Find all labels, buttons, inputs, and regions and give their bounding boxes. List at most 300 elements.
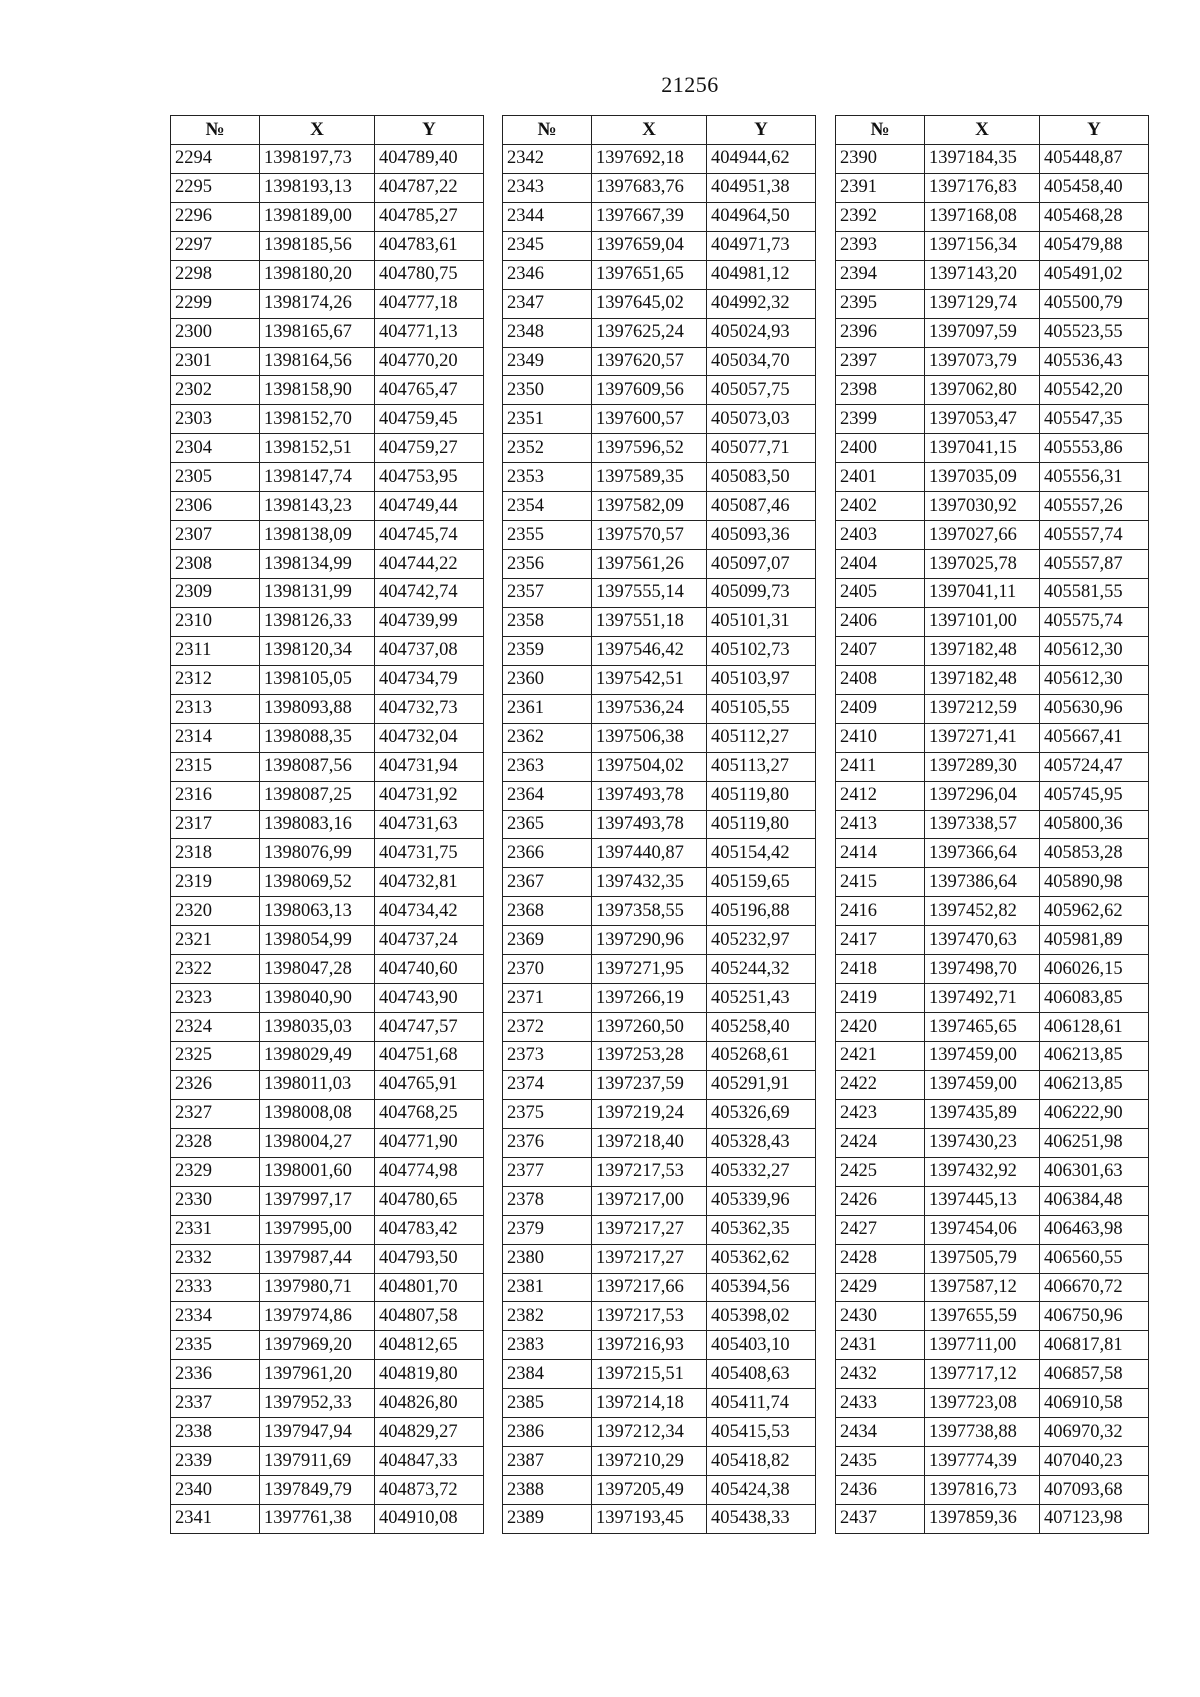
point-number-cell: 2355 — [503, 521, 592, 550]
y-coordinate-cell: 405332,27 — [707, 1157, 816, 1186]
point-number-cell: 2314 — [171, 723, 260, 752]
x-coordinate-cell: 1398120,34 — [260, 636, 375, 665]
y-coordinate-cell: 404789,40 — [375, 144, 484, 173]
x-coordinate-cell: 1397041,15 — [925, 434, 1040, 463]
table-row — [503, 1099, 816, 1128]
point-number-cell: 2367 — [503, 868, 592, 897]
table-row — [836, 376, 1149, 405]
point-number-cell: 2341 — [171, 1505, 260, 1534]
point-number-cell: 2434 — [836, 1418, 925, 1447]
x-coordinate-cell: 1397465,65 — [925, 1013, 1040, 1042]
table-row — [836, 955, 1149, 984]
x-coordinate-cell: 1398054,99 — [260, 926, 375, 955]
table-row — [836, 1389, 1149, 1418]
point-number-cell: 2387 — [503, 1447, 592, 1476]
point-number-cell: 2365 — [503, 810, 592, 839]
y-coordinate-cell: 406970,32 — [1040, 1418, 1149, 1447]
table-row — [503, 1505, 816, 1534]
table-row — [503, 897, 816, 926]
y-coordinate-cell: 405101,31 — [707, 607, 816, 636]
point-number-cell: 2380 — [503, 1244, 592, 1273]
x-coordinate-cell: 1397435,89 — [925, 1099, 1040, 1128]
table-row — [171, 723, 484, 752]
x-coordinate-cell: 1397030,92 — [925, 492, 1040, 521]
y-coordinate-cell: 404910,08 — [375, 1505, 484, 1534]
table-row — [171, 231, 484, 260]
x-coordinate-cell: 1397459,00 — [925, 1070, 1040, 1099]
point-number-cell: 2304 — [171, 434, 260, 463]
x-coordinate-cell: 1397651,65 — [592, 260, 707, 289]
x-coordinate-cell: 1398143,23 — [260, 492, 375, 521]
x-coordinate-cell: 1397217,53 — [592, 1302, 707, 1331]
table-row — [836, 897, 1149, 926]
x-coordinate-cell: 1397492,71 — [925, 984, 1040, 1013]
y-coordinate-cell: 405102,73 — [707, 636, 816, 665]
y-coordinate-cell: 405500,79 — [1040, 289, 1149, 318]
y-coordinate-cell: 405093,36 — [707, 521, 816, 550]
x-coordinate-cell: 1398152,51 — [260, 434, 375, 463]
point-number-cell: 2323 — [171, 984, 260, 1013]
x-coordinate-cell: 1397506,38 — [592, 723, 707, 752]
point-number-cell: 2344 — [503, 202, 592, 231]
point-number-cell: 2320 — [171, 897, 260, 926]
x-coordinate-cell: 1397432,92 — [925, 1157, 1040, 1186]
table-row — [503, 810, 816, 839]
y-coordinate-cell: 405479,88 — [1040, 231, 1149, 260]
table-row — [171, 1042, 484, 1071]
x-coordinate-cell: 1397053,47 — [925, 405, 1040, 434]
y-coordinate-cell: 404787,22 — [375, 173, 484, 202]
y-coordinate-cell: 404747,57 — [375, 1013, 484, 1042]
point-number-cell: 2395 — [836, 289, 925, 318]
point-number-cell: 2413 — [836, 810, 925, 839]
table-row — [503, 347, 816, 376]
y-coordinate-cell: 405083,50 — [707, 463, 816, 492]
x-coordinate-cell: 1397816,73 — [925, 1476, 1040, 1505]
point-number-cell: 2361 — [503, 694, 592, 723]
y-coordinate-cell: 404771,90 — [375, 1128, 484, 1157]
y-coordinate-cell: 404731,92 — [375, 781, 484, 810]
y-coordinate-cell: 405268,61 — [707, 1042, 816, 1071]
y-coordinate-cell: 405557,87 — [1040, 550, 1149, 579]
x-coordinate-cell: 1398164,56 — [260, 347, 375, 376]
table-row — [171, 463, 484, 492]
table-row — [503, 1389, 816, 1418]
point-number-cell: 2398 — [836, 376, 925, 405]
y-coordinate-cell: 405418,82 — [707, 1447, 816, 1476]
x-coordinate-cell: 1397253,28 — [592, 1042, 707, 1071]
point-number-cell: 2428 — [836, 1244, 925, 1273]
y-coordinate-cell: 404734,42 — [375, 897, 484, 926]
x-coordinate-cell: 1397035,09 — [925, 463, 1040, 492]
x-coordinate-cell: 1397609,56 — [592, 376, 707, 405]
y-coordinate-cell: 405103,97 — [707, 665, 816, 694]
point-number-cell: 2313 — [171, 694, 260, 723]
y-coordinate-cell: 404793,50 — [375, 1244, 484, 1273]
y-coordinate-cell: 405154,42 — [707, 839, 816, 868]
table-row — [836, 839, 1149, 868]
table-row — [171, 1215, 484, 1244]
point-number-cell: 2338 — [171, 1418, 260, 1447]
y-coordinate-cell: 404992,32 — [707, 289, 816, 318]
x-coordinate-cell: 1397219,24 — [592, 1099, 707, 1128]
y-coordinate-cell: 404745,74 — [375, 521, 484, 550]
y-coordinate-cell: 405196,88 — [707, 897, 816, 926]
table-row — [171, 1186, 484, 1215]
y-coordinate-cell: 404759,27 — [375, 434, 484, 463]
point-number-cell: 2350 — [503, 376, 592, 405]
table-row — [503, 984, 816, 1013]
point-number-cell: 2306 — [171, 492, 260, 521]
point-number-cell: 2423 — [836, 1099, 925, 1128]
point-number-cell: 2325 — [171, 1042, 260, 1071]
table-row — [503, 1013, 816, 1042]
table-row — [171, 492, 484, 521]
x-coordinate-cell: 1397625,24 — [592, 318, 707, 347]
table-row — [171, 434, 484, 463]
point-number-cell: 2404 — [836, 550, 925, 579]
x-coordinate-cell: 1397445,13 — [925, 1186, 1040, 1215]
table-row — [171, 810, 484, 839]
point-number-cell: 2378 — [503, 1186, 592, 1215]
table-row — [171, 1389, 484, 1418]
table-row — [836, 1157, 1149, 1186]
point-number-cell: 2373 — [503, 1042, 592, 1071]
point-number-cell: 2411 — [836, 752, 925, 781]
y-coordinate-cell: 404826,80 — [375, 1389, 484, 1418]
x-coordinate-cell: 1398174,26 — [260, 289, 375, 318]
point-number-cell: 2403 — [836, 521, 925, 550]
point-number-cell: 2330 — [171, 1186, 260, 1215]
table-row — [171, 318, 484, 347]
table-row — [836, 318, 1149, 347]
x-coordinate-cell: 1398040,90 — [260, 984, 375, 1013]
y-coordinate-cell: 404732,04 — [375, 723, 484, 752]
y-coordinate-cell: 404807,58 — [375, 1302, 484, 1331]
x-coordinate-cell: 1397217,53 — [592, 1157, 707, 1186]
y-coordinate-cell: 404734,79 — [375, 665, 484, 694]
point-number-cell: 2356 — [503, 550, 592, 579]
table-row — [503, 1331, 816, 1360]
table-row — [503, 376, 816, 405]
point-number-cell: 2388 — [503, 1476, 592, 1505]
x-coordinate-cell: 1397338,57 — [925, 810, 1040, 839]
table-row — [171, 665, 484, 694]
table-row — [836, 1128, 1149, 1157]
y-coordinate-cell: 405339,96 — [707, 1186, 816, 1215]
y-coordinate-cell: 406026,15 — [1040, 955, 1149, 984]
column-header-y: Y — [707, 116, 816, 145]
x-coordinate-cell: 1397655,59 — [925, 1302, 1040, 1331]
point-number-cell: 2302 — [171, 376, 260, 405]
page-number: 21256 — [661, 72, 719, 97]
x-coordinate-cell: 1398134,99 — [260, 550, 375, 579]
table-row — [171, 1099, 484, 1128]
y-coordinate-cell: 405408,63 — [707, 1360, 816, 1389]
x-coordinate-cell: 1397470,63 — [925, 926, 1040, 955]
y-coordinate-cell: 405448,87 — [1040, 144, 1149, 173]
point-number-cell: 2369 — [503, 926, 592, 955]
y-coordinate-cell: 406083,85 — [1040, 984, 1149, 1013]
x-coordinate-cell: 1397551,18 — [592, 607, 707, 636]
y-coordinate-cell: 405057,75 — [707, 376, 816, 405]
table-row — [503, 1302, 816, 1331]
column-header-y: Y — [1040, 116, 1149, 145]
table-row — [836, 1099, 1149, 1128]
table-row — [836, 289, 1149, 318]
point-number-cell: 2363 — [503, 752, 592, 781]
y-coordinate-cell: 404981,12 — [707, 260, 816, 289]
y-coordinate-cell: 406817,81 — [1040, 1331, 1149, 1360]
point-number-cell: 2401 — [836, 463, 925, 492]
y-coordinate-cell: 405328,43 — [707, 1128, 816, 1157]
column-header-number: № — [836, 116, 925, 145]
point-number-cell: 2385 — [503, 1389, 592, 1418]
x-coordinate-cell: 1398180,20 — [260, 260, 375, 289]
table-row — [171, 1302, 484, 1331]
x-coordinate-cell: 1397859,36 — [925, 1505, 1040, 1534]
point-number-cell: 2416 — [836, 897, 925, 926]
table-row — [503, 839, 816, 868]
point-number-cell: 2394 — [836, 260, 925, 289]
y-coordinate-cell: 404873,72 — [375, 1476, 484, 1505]
x-coordinate-cell: 1397073,79 — [925, 347, 1040, 376]
y-coordinate-cell: 404731,63 — [375, 810, 484, 839]
y-coordinate-cell: 404751,68 — [375, 1042, 484, 1071]
point-number-cell: 2399 — [836, 405, 925, 434]
table-row — [836, 636, 1149, 665]
x-coordinate-cell: 1398138,09 — [260, 521, 375, 550]
y-coordinate-cell: 404783,61 — [375, 231, 484, 260]
table-row — [503, 521, 816, 550]
point-number-cell: 2425 — [836, 1157, 925, 1186]
point-number-cell: 2379 — [503, 1215, 592, 1244]
x-coordinate-cell: 1397358,55 — [592, 897, 707, 926]
point-number-cell: 2354 — [503, 492, 592, 521]
table-row — [836, 1070, 1149, 1099]
y-coordinate-cell: 404737,24 — [375, 926, 484, 955]
table-row — [503, 1360, 816, 1389]
x-coordinate-cell: 1397386,64 — [925, 868, 1040, 897]
table-row — [171, 752, 484, 781]
point-number-cell: 2431 — [836, 1331, 925, 1360]
table-row — [836, 202, 1149, 231]
table-row — [171, 636, 484, 665]
x-coordinate-cell: 1397217,27 — [592, 1244, 707, 1273]
point-number-cell: 2316 — [171, 781, 260, 810]
x-coordinate-cell: 1397997,17 — [260, 1186, 375, 1215]
x-coordinate-cell: 1398126,33 — [260, 607, 375, 636]
x-coordinate-cell: 1397168,08 — [925, 202, 1040, 231]
table-row — [836, 752, 1149, 781]
point-number-cell: 2370 — [503, 955, 592, 984]
table-row — [171, 984, 484, 1013]
y-coordinate-cell: 404739,99 — [375, 607, 484, 636]
column-header-number: № — [171, 116, 260, 145]
table-row — [836, 231, 1149, 260]
table-row — [171, 781, 484, 810]
table-row — [503, 231, 816, 260]
x-coordinate-cell: 1397193,45 — [592, 1505, 707, 1534]
y-coordinate-cell: 405232,97 — [707, 926, 816, 955]
point-number-cell: 2311 — [171, 636, 260, 665]
y-coordinate-cell: 405667,41 — [1040, 723, 1149, 752]
point-number-cell: 2300 — [171, 318, 260, 347]
point-number-cell: 2307 — [171, 521, 260, 550]
point-number-cell: 2366 — [503, 839, 592, 868]
x-coordinate-cell: 1397454,06 — [925, 1215, 1040, 1244]
y-coordinate-cell: 404737,08 — [375, 636, 484, 665]
y-coordinate-cell: 404765,91 — [375, 1070, 484, 1099]
y-coordinate-cell: 405244,32 — [707, 955, 816, 984]
x-coordinate-cell: 1397947,94 — [260, 1418, 375, 1447]
table-row — [836, 1418, 1149, 1447]
y-coordinate-cell: 405553,86 — [1040, 434, 1149, 463]
table-row — [836, 665, 1149, 694]
y-coordinate-cell: 405159,65 — [707, 868, 816, 897]
y-coordinate-cell: 405112,27 — [707, 723, 816, 752]
y-coordinate-cell: 405630,96 — [1040, 694, 1149, 723]
table-row — [836, 550, 1149, 579]
point-number-cell: 2376 — [503, 1128, 592, 1157]
column-header-x: X — [260, 116, 375, 145]
point-number-cell: 2362 — [503, 723, 592, 752]
x-coordinate-cell: 1398189,00 — [260, 202, 375, 231]
x-coordinate-cell: 1397570,57 — [592, 521, 707, 550]
point-number-cell: 2340 — [171, 1476, 260, 1505]
x-coordinate-cell: 1397217,66 — [592, 1273, 707, 1302]
table-row — [171, 1273, 484, 1302]
point-number-cell: 2345 — [503, 231, 592, 260]
table-row — [503, 579, 816, 608]
x-coordinate-cell: 1397493,78 — [592, 781, 707, 810]
x-coordinate-cell: 1397667,39 — [592, 202, 707, 231]
point-number-cell: 2349 — [503, 347, 592, 376]
y-coordinate-cell: 404819,80 — [375, 1360, 484, 1389]
x-coordinate-cell: 1397980,71 — [260, 1273, 375, 1302]
y-coordinate-cell: 406128,61 — [1040, 1013, 1149, 1042]
table-row — [503, 1447, 816, 1476]
x-coordinate-cell: 1398105,05 — [260, 665, 375, 694]
x-coordinate-cell: 1397101,00 — [925, 607, 1040, 636]
y-coordinate-cell: 404765,47 — [375, 376, 484, 405]
x-coordinate-cell: 1397062,80 — [925, 376, 1040, 405]
x-coordinate-cell: 1398004,27 — [260, 1128, 375, 1157]
y-coordinate-cell: 406213,85 — [1040, 1070, 1149, 1099]
table-row — [171, 1447, 484, 1476]
x-coordinate-cell: 1397129,74 — [925, 289, 1040, 318]
table-row — [171, 1505, 484, 1534]
x-coordinate-cell: 1397143,20 — [925, 260, 1040, 289]
point-number-cell: 2322 — [171, 955, 260, 984]
x-coordinate-cell: 1398083,16 — [260, 810, 375, 839]
y-coordinate-cell: 404732,81 — [375, 868, 484, 897]
x-coordinate-cell: 1397366,64 — [925, 839, 1040, 868]
point-number-cell: 2391 — [836, 173, 925, 202]
point-number-cell: 2321 — [171, 926, 260, 955]
x-coordinate-cell: 1397271,41 — [925, 723, 1040, 752]
table-row — [171, 376, 484, 405]
x-coordinate-cell: 1397561,26 — [592, 550, 707, 579]
x-coordinate-cell: 1398093,88 — [260, 694, 375, 723]
x-coordinate-cell: 1397589,35 — [592, 463, 707, 492]
y-coordinate-cell: 405890,98 — [1040, 868, 1149, 897]
point-number-cell: 2329 — [171, 1157, 260, 1186]
point-number-cell: 2382 — [503, 1302, 592, 1331]
table-row — [503, 492, 816, 521]
table-row — [171, 1418, 484, 1447]
y-coordinate-cell: 405024,93 — [707, 318, 816, 347]
point-number-cell: 2297 — [171, 231, 260, 260]
point-number-cell: 2435 — [836, 1447, 925, 1476]
column-header-x: X — [592, 116, 707, 145]
table-row — [503, 202, 816, 231]
point-number-cell: 2432 — [836, 1360, 925, 1389]
table-row — [503, 1070, 816, 1099]
point-number-cell: 2417 — [836, 926, 925, 955]
y-coordinate-cell: 404785,27 — [375, 202, 484, 231]
point-number-cell: 2406 — [836, 607, 925, 636]
x-coordinate-cell: 1398063,13 — [260, 897, 375, 926]
y-coordinate-cell: 406384,48 — [1040, 1186, 1149, 1215]
x-coordinate-cell: 1397505,79 — [925, 1244, 1040, 1273]
table-row — [171, 1013, 484, 1042]
point-number-cell: 2426 — [836, 1186, 925, 1215]
table-row — [171, 202, 484, 231]
table-row — [503, 868, 816, 897]
point-number-cell: 2390 — [836, 144, 925, 173]
table-row — [171, 897, 484, 926]
point-number-cell: 2408 — [836, 665, 925, 694]
table-row — [836, 1331, 1149, 1360]
point-number-cell: 2308 — [171, 550, 260, 579]
point-number-cell: 2334 — [171, 1302, 260, 1331]
x-coordinate-cell: 1397216,93 — [592, 1331, 707, 1360]
table-row — [503, 694, 816, 723]
point-number-cell: 2386 — [503, 1418, 592, 1447]
x-coordinate-cell: 1397182,48 — [925, 665, 1040, 694]
point-number-cell: 2312 — [171, 665, 260, 694]
point-number-cell: 2392 — [836, 202, 925, 231]
x-coordinate-cell: 1397974,86 — [260, 1302, 375, 1331]
table-row — [171, 1070, 484, 1099]
table-row — [503, 1186, 816, 1215]
table-row — [503, 289, 816, 318]
y-coordinate-cell: 405073,03 — [707, 405, 816, 434]
table-row — [503, 723, 816, 752]
point-number-cell: 2397 — [836, 347, 925, 376]
y-coordinate-cell: 406910,58 — [1040, 1389, 1149, 1418]
x-coordinate-cell: 1397952,33 — [260, 1389, 375, 1418]
table-row — [503, 434, 816, 463]
point-number-cell: 2396 — [836, 318, 925, 347]
table-row — [836, 984, 1149, 1013]
point-number-cell: 2393 — [836, 231, 925, 260]
point-number-cell: 2381 — [503, 1273, 592, 1302]
y-coordinate-cell: 405724,47 — [1040, 752, 1149, 781]
y-coordinate-cell: 405119,80 — [707, 810, 816, 839]
table-row — [836, 1273, 1149, 1302]
x-coordinate-cell: 1397218,40 — [592, 1128, 707, 1157]
x-coordinate-cell: 1397432,35 — [592, 868, 707, 897]
y-coordinate-cell: 406560,55 — [1040, 1244, 1149, 1273]
point-number-cell: 2437 — [836, 1505, 925, 1534]
x-coordinate-cell: 1397717,12 — [925, 1360, 1040, 1389]
x-coordinate-cell: 1397027,66 — [925, 521, 1040, 550]
table-row — [836, 463, 1149, 492]
y-coordinate-cell: 405398,02 — [707, 1302, 816, 1331]
point-number-cell: 2357 — [503, 579, 592, 608]
